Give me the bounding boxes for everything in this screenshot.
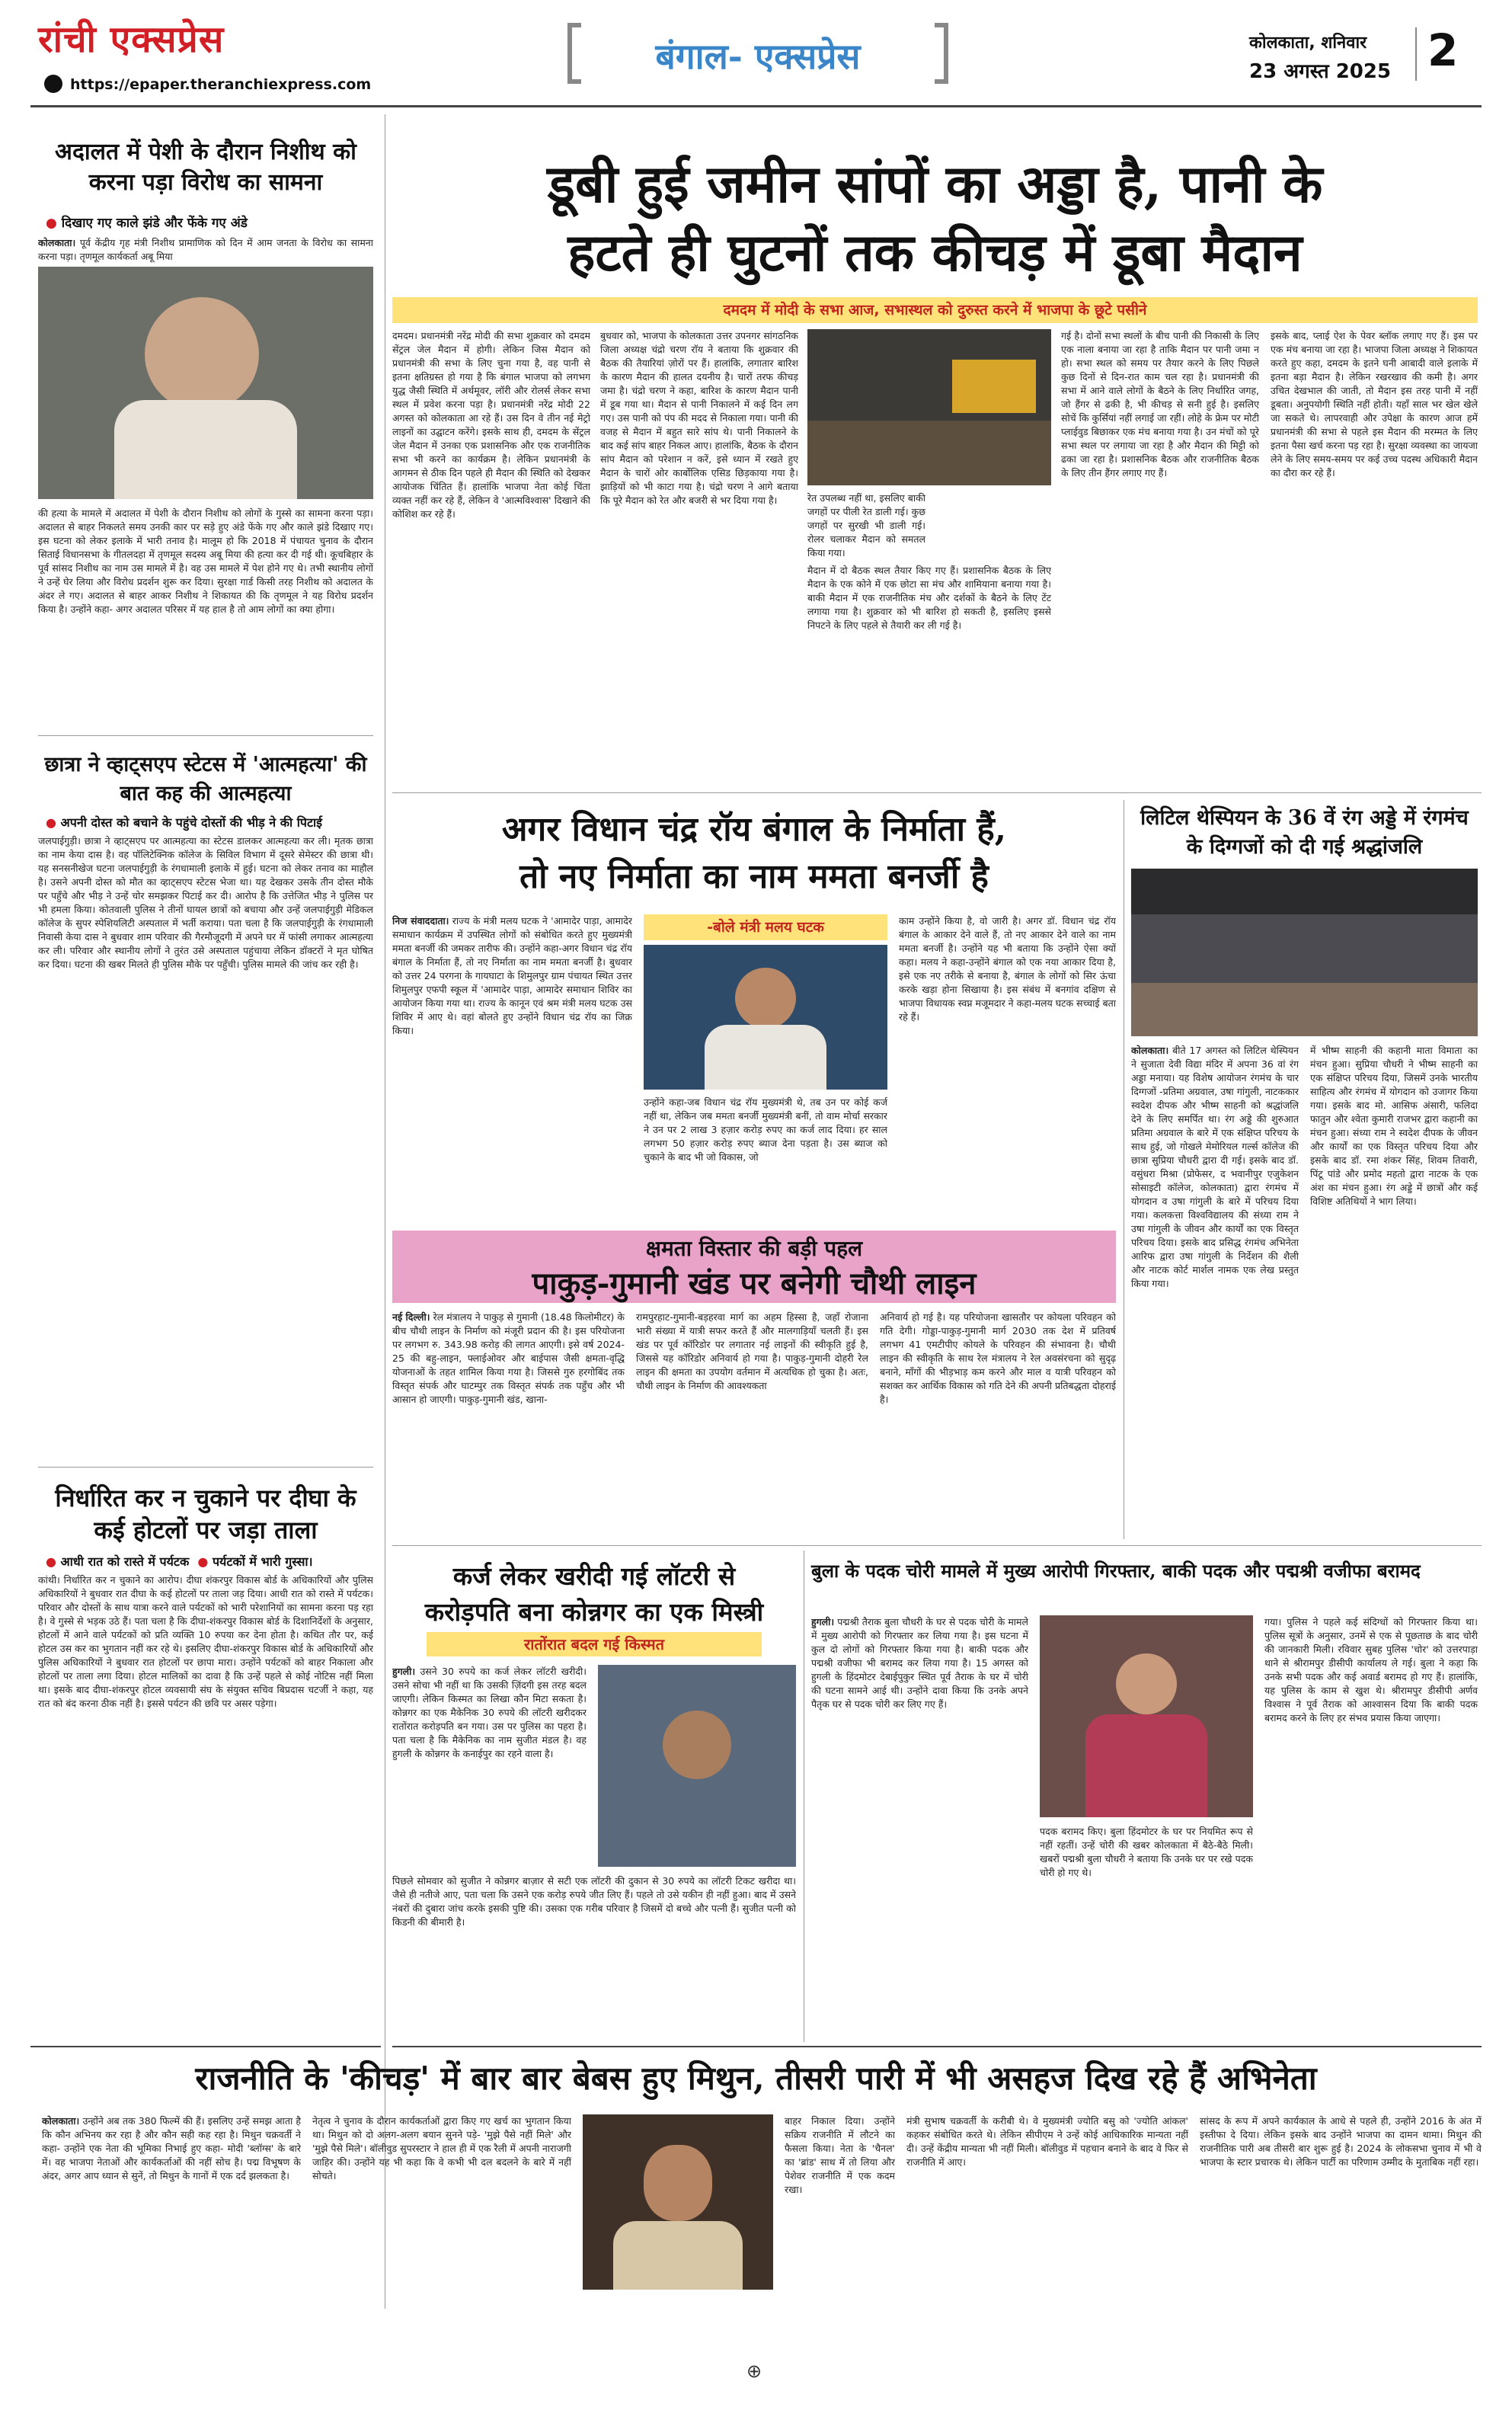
bula-chowdhury-photo [1040,1615,1253,1817]
page-number: 2 [1427,24,1459,76]
medal-col-1: हुगली। पद्मश्री तैराक बुला चौधरी के घर से पदक चोरी के मामले में मुख्य आरोपी को गिरफ्तार कर लिया गया है। इस घटना में कुल दो लोगों को गिरफ्तार किया गया है। बाकी पदक और पद्मश्री वजीफा भी बरामद कर लिया गया है। 15 अगस्त को हुगली के हिंदमोटर देबाईपुकुर स्थित पूर्व तैराक के घर में चोरी की घटना सामने आई थी। उन्होंने दावा किया कि उनके अपने पैतृक घर से पदक चोरी कर लिए गए हैं। [811,1616,1028,1710]
nisith-kicker: ● दिखाए गए काले झंडे और फेंके गए अंडे [46,216,248,231]
lead-col-4: गई है। दोनों सभा स्थलों के बीच पानी की निकासी के लिए एक नाला बनाया जा रहा है ताकि मैदान पर पानी जमा न हो। सभा स्थल को समय पर तैयार करने के लिए पिछले कुछ दिनों से दिन-रात काम चल रहा है। प्रधानमंत्री की सभा में आने वाले लोगों के बैठने के लिए निर्धारित जगह, जो हैंगर से ढकी है, भी कीचड़ से सनी हुई है। इसलिए सोचें कि कुर्सियां नहीं लगाई जा रहीं। लोहे के फ्रेम पर मोटी प्लाईवुड बिछाकर एक मंच बनाया गया है। उन मंचों को पूरे सभा स्थल पर लगाया जा रहा है और मैदान की मिट्टी को ढका जा रहा है। प्रशासनिक बैठक और राजनीतिक बैठक के लिए तीन हैंगर लगाए गए हैं। [1061,330,1259,479]
train-banner [392,1231,1116,1303]
lottery-headline-2: करोड़पति बना कोन्नगर का एक मिस्त्री [424,1597,764,1627]
epaper-url[interactable]: https://epaper.theranchiexpress.com [70,76,372,93]
nisith-lead: कोलकाता। पूर्व केंद्रीय गृह मंत्री निशीथ प्रामाणिक को दिन में आम जनता के विरोध का सामना करना पड़ा। तृणमूल कार्यकर्ता अबू मिया [38,237,373,262]
mithun-col-4: मंत्री सुभाष चक्रवर्ती के करीबी थे। वे मुख्यमंत्री ज्योति बसु को 'ज्योति आंकल' कहकर संबोधित करते थे। लेकिन सीपीएम ने उन्हें कोई आधिकारिक मान्यता नहीं दी। उन्हें केंद्रीय मान्यता भी नहीं मिली। बॉलीवुड में पहचान बनाने के बाद वे फिर से राजनीति में आए। [906,2115,1188,2168]
theatre-photo [1131,869,1478,1036]
train-kicker: क्षमता विस्तार की बड़ी पहल [645,1236,863,1261]
lead-headline-2: हटते ही घुटनों तक कीचड़ में डूबा मैदान [567,222,1303,283]
bidhan-tag: -बोले मंत्री मलय घटक [644,914,887,940]
place-day: कोलकाता, शनिवार [1249,34,1367,53]
bullet-icon: ● [193,1554,213,1569]
globe-icon [44,75,62,93]
student-headline: छात्रा ने व्हाट्सएप स्टेटस में 'आत्महत्या' की बात कह की आत्महत्या [44,753,367,805]
masthead [0,0,1512,107]
nisith-photo [38,267,373,499]
lead-photo [807,329,1051,485]
lead-col-3: मैदान में दो बैठक स्थल तैयार किए गए हैं। प्रशासनिक बैठक के लिए मैदान के एक कोने में एक छोटा सा मंच और शामियाना बनाया गया है। बाकी मैदान में एक राजनीतिक मंच और दर्शकों के बैठने के लिए टेंट लगाया गया है। शुक्रवार को भी बारिश हो सकती है, इसलिए इससे निपटने के लिए पहले से तैयारी कर ली गई है। [807,565,1051,631]
section-title: बंगाल- एक्सप्रेस [655,36,861,77]
lead-headline-1: डूबी हुई जमीन सांपों का अड्डा है, पानी के [547,154,1323,215]
lottery-subhead: रातोंरात बदल गई किस्मत [427,1632,762,1656]
lead-subhead: दमदम में मोदी के सभा आज, सभास्थल को दुरुस्त करने में भाजपा के छूटे पसीने [392,297,1478,323]
lead-col-1: दमदम। प्रधानमंत्री नरेंद्र मोदी की सभा शुक्रवार को दमदम सेंट्रल जेल मैदान में होगी। लेकिन जिस मैदान को प्रधानमंत्री की सभा के लिए चुना गया है, वह पानी से इतना क्षतिग्रस्त हो गया है कि बंगाल भाजपा को लगभग युद्ध जैसी स्थिति में अर्थमूवर, लॉरी और रोलर्स लेकर सभा स्थल में प्रवेश करना पड़ा है। प्रधानमंत्री नरेंद्र मोदी 22 अगस्त को कोलकाता आ रहे हैं। उस दिन वे तीन नई मेट्रो लाइनों का उद्घाटन करेंगे। इसके साथ ही, दमदम के सेंट्रल जेल मैदान में उनका एक प्रशासनिक और एक राजनीतिक सभा भी करने का कार्यक्रम है। लेकिन प्रधानमंत्री के आगमन से ठीक दिन पहले ही मैदान की स्थिति को देखकर आयोजक चिंतित हैं। हालांकि भाजपा नेता कोई चिंता व्यक्त नहीं कर रहे हैं, लेकिन वे 'आत्मविश्वास' दिखाने की कोशिश कर रहे हैं। [392,330,590,520]
lottery-headline-1: कर्ज लेकर खरीदी गई लॉटरी से [452,1561,736,1591]
bullet-icon: ● [46,216,62,231]
bidhan-col-1: निज संवाददाता। राज्य के मंत्री मलय घटक ने 'आमादेर पाड़ा, आमादेर समाधान कार्यक्रम में उपस्थित लोगों को संबोधित करते हुए मुख्यमंत्री ममता बनर्जी की जमकर तारीफ की। उन्होंने कहा-अगर विधान चंद्र रॉय बंगाल के निर्माता हैं, तो नए निर्माता का नाम ममता बनर्जी है। बुधवार को उत्तर 24 परगना के गायघाटा के शिमुलपुर ग्राम पंचायत स्थित उत्तर शिमुलपुर एफपी स्कूल में 'आमादेर पाड़ा, आमादेर समाधान शिविर का आयोजन किया गया था। राज्य के कानून एवं श्रम मंत्री मलय घटक उस शिविर में आए थे। वहां बोलते हुए उन्होंने विधान चंद्र रॉय का जिक्र किया। [392,915,632,1036]
newspaper-logo: रांची एक्सप्रेस [38,18,225,61]
issue-date: 23 अगस्त 2025 [1249,60,1392,83]
digha-body: कांथी। निर्धारित कर न चुकाने का आरोप। दीघा शंकरपुर विकास बोर्ड के अधिकारियों और पुलिस अधिकारियों ने बुधवार रात दीघा के कई होटलों पर ताला जड़ दिया। आधी रात को रास्ते में पर्यटक। परिवार और दोस्तों के साथ यात्रा करने वाले पर्यटकों को भारी परेशानियों का सामना करना पड़ रहा है। वे गुस्से से भड़क उठे हैं। पता चला है कि दीघा-शंकरपुर विकास बोर्ड के दिशानिर्देशों के अनुसार, होटलों में आने वाले पर्यटकों को प्रति व्यक्ति 10 रुपया कर देना होता है। कथित तौर पर, कई होटल उस कर का भुगतान नहीं कर रहे थे। इसलिए दीघा-शंकरपुर विकास बोर्ड के अधिकारियों और पुलिस अधिकारियों ने बुधवार रात होटलों पर छापा मारा। उन्होंने पर्यटकों को बाहर निकाला और होटलों पर ताला लगा दिया। होटल मालिकों का दावा है कि उन्हें पहले से कोई नोटिस नहीं मिला था। इसके बाद दीघा-शंकरपुर होटल व्यवसायी संघ के संयुक्त सचिव बिप्रदास चटर्जी ने कहा, यह रात को बंद करना ठीक नहीं है। इससे पर्यटन की छवि पर असर पड़ेगा। [38,1574,373,1709]
medal-col-3: गया। पुलिस ने पहले कई संदिग्धों को गिरफ्तार किया था। पुलिस सूत्रों के अनुसार, उनमें से एक से पूछताछ के बाद चोरी की जानकारी मिली। रविवार सुबह पुलिस 'चोर' को उत्तरपाड़ा थाने से श्रीरामपुर डीसीपी कार्यालय ले गई। बुला ने कहा कि उनके सभी पदक और कई अवार्ड बरामद हो गए हैं। हालांकि, यह पुलिस के काम से खुश थे। श्रीरामपुर डीसीपी अर्णव विश्वास ने पूर्व तैराक को आश्वासन दिया कि बाकी पदक बरामद करने के लिए हर संभव प्रयास किया जाएगा। [1264,1616,1478,1724]
bidhan-headline-1: अगर विधान चंद्र रॉय बंगाल के निर्माता हैं, [501,810,1007,849]
mithun-col-2: नेतृत्व ने चुनाव के दौरान कार्यकर्ताओं द्वारा किए गए खर्च का भुगतान किया था। मिथुन को दो अलग-अलग बयान सुनने पड़े- 'मुझे पैसे नहीं मिले' और 'मुझे पैसे मिले'। बॉलीवुड सुपरस्टार ने हाल ही में एक रैली में अपनी नाराजगी जाहिर की। उन्होंने यह भी कहा कि वे कभी भी दल बदलने के बारे में नहीं सोचते। [312,2115,571,2181]
mithun-photo [583,2114,773,2290]
bullet-icon: ● [46,815,61,830]
medal-col-2: पदक बरामद किए। बुला हिंदमोटर के घर पर नियमित रूप से नहीं रहतीं। उन्हें चोरी की खबर कोलकाता में बैठे-बैठे मिली। खबरों पद्मश्री बुला चौधरी ने बताया कि उनके घर पर रखे पदक चोरी हो गए थे। [1040,1826,1253,1878]
lead-col-2: बुधवार को, भाजपा के कोलकाता उत्तर उपनगर सांगठनिक जिला अध्यक्ष चंद्रो चरण राॅय ने बताया कि शुक्रवार की बैठक की तैयारियां ज़ोरों पर हैं। हालांकि, लगातार बारिश के कारण मैदान की हालत दयनीय है। चारों तरफ कीचड़ जमा है। चंद्रो चरण ने कहा, बारिश के कारण मैदान पानी में डूब गया था। मैदान से पानी निकालने में कई दिन लग गए। उस पानी को पंप की मदद से निकाला गया। पानी की वजह से मैदान में बहुत सारे सांप थे। पानी निकालने के बाद कई सांप बाहर निकल आए। हालांकि, बैठक के दौरान सांप मैदान को परेशान न करें, इसे ध्यान में रखते हुए मैदान के चारों ओर कार्बोलिक एसिड छिड़काया गया है। झाड़ियों को भी काटा गया है। चंद्रो चरण ने आगे बताया कि पूरे मैदान को रेत और बजरी से भर दिया गया है। [600,330,798,506]
theatre-headline: लिटिल थेस्पियन के 36 वें रंग अड्डे में रंगमंच के दिग्गजों को दी गई श्रद्धांजलि [1140,806,1469,859]
train-col-2: रामपुरहाट-गुमानी-बड़हरवा मार्ग का अहम हिस्सा है, जहाँ रोजाना भारी संख्या में यात्री सफर करते हैं और मालगाड़ियाँ चलती हैं। इस खंड पर पूर्व कॉरिडोर पर लगातार नई लाइनों की स्वीकृति हुई है, जिससे यह कॉरिडोर अनिवार्य हो गया है। पाकुड़-गुमानी दोहरी रेल लाइन की क्षमता का उपयोग वर्तमान में अत्यधिक हो चुका है। अतः, चौथी लाइन के निर्माण की आवश्यकता [636,1311,868,1391]
registration-mark-icon: ⊕ [746,2361,762,2382]
bidhan-col-2: उन्होंने कहा-जब विधान चंद्र रॉय मुख्यमंत्री थे, तब उन पर कोई कर्ज नहीं था, लेकिन जब ममता बनर्जी मुख्यमंत्री बनीं, तो वाम मोर्चा सरकार ने उन पर 2 लाख 3 हज़ार करोड़ रुपए का कर्ज लाद दिया। हर साल लगभग 50 हज़ार करोड़ रुपए ब्याज देना पड़ता है। उस ब्याज को चुकाने के बाद भी जो विकास, जो [644,1096,887,1163]
mithun-headline: राजनीति के 'कीचड़' में बार बार बेबस हुए मिथुन, तीसरी पारी में भी असहज दिख रहे हैं अभिनेता [195,2060,1317,2097]
theatre-col-1: कोलकाता। बीते 17 अगस्त को लिटिल थेस्पियन ने सुजाता देवी विद्या मंदिर में अपना 36 वां रंग अड्डा मनाया। यह विशेष आयोजन रंगमंच के चार दिग्गजों -प्रतिमा अग्रवाल, उषा गांगुली, नाटककार स्वदेश दीपक और भीष्म साहनी को श्रद्धांजलि देने के लिए समर्पित था। रंग अड्डे की शुरुआत प्रतिमा अग्रवाल के बारे में एक संक्षिप्त परिचय के साथ हुई, जो गोखले मेमोरियल गर्ल्स कॉलेज की छात्रा सुप्रिया चौधरी द्वारा दी गई। इसके बाद डॉ. वसुंधरा मिश्रा (प्रोफेसर, द भवानीपुर एजुकेशन सोसाइटी कॉलेज, कोलकाता) द्वारा रंगमंच में योगदान व उषा गांगुली के बारे में परिचय दिया गया। कलकत्ता विश्वविद्यालय की संध्या राम ने उषा गांगुली के जीवन और कार्यों का एक विस्तृत परिचय दिया। इसके बाद प्रसिद्ध रंगमंच अभिनेता आरिफ द्वारा उषा गांगुली के निर्देशन की शैली और नाटक कोर्ट मार्शल नामक एक लेख प्रस्तुत किया गया। [1131,1045,1299,1289]
mithun-col-3: बाहर निकाल दिया। उन्होंने सक्रिय राजनीति में लौटने का फैसला किया। नेता के 'चैनल' का 'ब्रांड' साथ में तो लिया और पेशेवर राजनीति में एक कदम रखा। [785,2115,895,2195]
mithun-col-5: सांसद के रूप में अपने कार्यकाल के आधे से पहले ही, उन्होंने 2016 के अंत में इस्तीफा दे दिया। लेकिन इसके बाद उन्होंने भाजपा का दामन थामा। मिथुन की राजनीतिक पारी अब तीसरी बार शुरू हुई है। 2024 के लोकसभा चुनाव में भी वे भाजपा के स्टार प्रचारक थे। लेकिन पार्टी का परिणाम उम्मीद के मुताबिक नहीं रहा। [1200,2115,1482,2168]
train-col-3: अनिवार्य हो गई है। यह परियोजना खासतौर पर कोयला परिवहन को गति देगी। गोड्डा-पाकुड़-गुमानी मार्ग 2030 तक देश में प्रतिवर्ष लगभग 41 एमटीपीए कोयले के परिवहन की संभावना है। चौथी लाइन की स्वीकृति के साथ रेल मंत्रालय ने रेल अवसंरचना को सुदृढ़ बनाने, माँगों की भीड़भाड़ कम करने और माल व यात्री परिवहन को सशक्त कर आर्थिक विकास को गति देने की अपनी प्रतिबद्धता दोहराई है। [880,1311,1116,1405]
medal-headline: बुला के पदक चोरी मामले में मुख्य आरोपी गिरफ्तार, बाकी पदक और पद्मश्री वजीफा बरामद [811,1560,1421,1582]
train-headline: पाकुड़-गुमानी खंड पर बनेगी चौथी लाइन [532,1266,977,1301]
digha-kickers: ● आधी रात को रास्ते में पर्यटक ● पर्यटकों में भारी गुस्सा। [46,1554,313,1569]
train-col-1: नई दिल्ली। रेल मंत्रालय ने पाकुड़ से गुमानी (18.48 किलोमीटर) के बीच चौथी लाइन के निर्माण को मंजूरी प्रदान की है। इस परियोजना पर लगभग रु. 343.98 करोड़ की लागत आएगी। इसे वर्ष 2024-25 की बहु-लाइन, फ्लाईओवर और बाईपास जैसी क्षमता-वृद्धि योजनाओं के तहत शामिल किया गया है। जिससे गुरु हरगोबिंद तक विस्तृत संपर्क और घाटम्पुर तक विस्तृत संपर्क तक पहुँच और भी आसान हो जाएगी। पाकुड़-गुमानी खंड, खाना- [392,1311,625,1405]
bullet-icon: ● [46,1554,61,1569]
student-body: जलपाईगुड़ी। छात्रा ने व्हाट्सएप पर आत्महत्या का स्टेटस डालकर आत्महत्या कर ली। मृतक छात्रा का नाम केया दास है। वह पॉलिटेक्निक कॉलेज के सिविल विभाग में दूसरे सेमेस्टर की छात्रा थी। यह सनसनीखेज घटना जलपाईगुड़ी के रंगधामाली इलाके में हुई। घटना को लेकर तनाव का माहौल है। उसने अपनी दोस्त को मौत का व्हाट्सएप स्टेटस भेजा था। यह देखकर उसके तीन दोस्त मौके पर पहुँचे और भीड़ ने उन्हें चोर समझकर पिटाई कर दी। आरोप है कि उत्तेजित भीड़ ने पुलिस पर भी हमला किया। कोतवाली पुलिस ने तीनों घायल छात्रों को बचाया और उन्हें जलपाईगुड़ी मेडिकल कॉलेज के सुपर स्पेशियलिटी अस्पताल में भर्ती कराया। पता चला है कि जलपाईगुड़ी के रंगधामाली निवासी केया दास ने बुधवार शाम परिवार की गैरमौजूदगी में अपने घर में फांसी लगाकर आत्महत्या कर ली। परिवार और स्थानीय लोगों ने तुरंत उसे अस्पताल पहुंचाया लेकिन डॉक्टरों ने मृत घोषित कर दिया। घटना की खबर मिलते ही पुलिस मौके पर पहुँची। पुलिस मामले की जांच कर रही है। [38,835,373,970]
lead-col-5: इसके बाद, प्लाई ऐश के पेवर ब्लॉक लगाए गए हैं। इस पर एक मंच बनाया जा रहा है। भाजपा जिला अध्यक्ष ने शिकायत करते हुए कहा, दमदम के इतने घनी आबादी वाले इलाके में इतना बड़ा मैदान है। लेकिन रखरखाव की कमी है। अगर उचित देखभाल की जाती, तो मैदान इस तरह पानी में नहीं डूबता। अनुपयोगी स्थिति नहीं होती। यहाँ साल भर खेल खेले जा सकते थे। लापरवाही और उपेक्षा के कारण आज हमें प्रधानमंत्री की सभा से पहले इस मैदान की मरम्मत के लिए इतना पैसा खर्च करना पड़ रहा है। सुरक्षा व्यवस्था का जायजा लेने के लिए समय-समय पर कई उच्च पदस्थ अधिकारी मैदान का दौरा कर रहे हैं। [1271,330,1478,479]
nisith-body: की हत्या के मामले में अदालत में पेशी के दौरान निशीथ को लोगों के गुस्से का सामना करना पड़ा। अदालत से बाहर निकलते समय उनकी कार पर सड़े हुए अंडे फेंके गए और काले झंडे दिखाए गए। इस घटना को लेकर इलाके में भारी तनाव है। मालूम हो कि 2018 में पंचायत चुनाव के दौरान सिताई विधानसभा के गीतलदहा में तृणमूल सदस्य अबू मिया की हत्या कर दी गई थी। कूचबिहार के पूर्व सांसद निशीथ का नाम उस मामले में है। वह उस मामले में पेश होने गए थे। तभी स्थानीय लोगों ने उन्हें घेर लिया और विरोध प्रदर्शन शुरू कर दिया। सुरक्षा गार्ड किसी तरह निशीथ को अदालत के अंदर ले गए। अदालत से बाहर आकर निशीथ ने शिकायत की कि तृणमूल ने यह विरोध प्रदर्शन किया है। उन्होंने कहा- अगर अदालत परिसर में यह हाल है तो आम लोगों का क्या होगा। [38,507,373,615]
lead-col-3-top: रेत उपलब्ध नहीं था, इसलिए बाकी जगहों पर पीली रेत डाली गई। कुछ जगहों पर सुरखी भी डाली गई। रोलर चलाकर मैदान को समतल किया गया। [807,492,925,559]
theatre-col-2: में भीष्म साहनी की कहानी माता विमाता का मंचन हुआ। सुप्रिया चौधरी ने भीष्म साहनी का एक संक्षिप्त परिचय दिया, जिसमें उनके भारतीय साहित्य और रंगमंच में योगदान को उजागर किया गया। इसके बाद मो. आसिफ अंसारी, फलिदा फातुन और श्वेता कुमारी राजभर द्वारा कहानी का मंचन हुआ। संध्या राम ने स्वदेश दीपक के जीवन और कार्यों का एक विस्तृत परिचय दिया और इसके बाद डॉ. रमा शंकर सिंह, शिवम तिवारी, पिंटू पांडे और प्रमोद महतो द्वारा नाटक के एक अंश का मंचन हुआ। रंग अड्डे में छात्रों और कई विशिष्ट अतिथियों ने भाग लिया। [1310,1045,1478,1207]
nisith-headline: अदालत में पेशी के दौरान निशीथ को करना पड़ा विरोध का सामना [55,139,356,196]
digha-headline: निर्धारित कर न चुकाने पर दीघा के कई होटलों पर जड़ा ताला [55,1484,356,1544]
masthead-rule [30,105,1482,107]
bidhan-col-3: काम उन्होंने किया है, वो जारी है। अगर डॉ. विधान चंद्र रॉय बंगाल के आकार देने वाले हैं, तो नए आकार देने वाले का नाम ममता बनर्जी है। उन्होंने यह भी बताया कि उन्होंने ऐसा क्यों कहा। मलय ने कहा-उन्होंने बंगाल को एक नया आकार दिया है, इसे एक नए तरीके से बनाया है, बंगाल के लोगों को सिर ऊंचा करके खड़ा होना सिखाया है। इस संबंध में बनगांव दक्षिण से भाजपा विधायक स्वप्न मजूमदार ने कहा-मलय घटक सच्चाई बता रहे हैं। [899,915,1116,1023]
section-banner [567,23,948,84]
lottery-photo [598,1665,796,1867]
lottery-col-1: हुगली। उसने 30 रुपये का कर्ज लेकर लॉटरी खरीदी। उसने सोचा भी नहीं था कि उसकी ज़िंदगी इस तरह बदल जाएगी। लेकिन किस्मत का लिखा कौन मिटा सकता है। कोन्नगर का एक मैकेनिक 30 रुपये की लॉटरी खरीदकर रातोंरात करोड़पति बन गया। उस पर पुलिस का पहरा है। पता चला है कि मैकेनिक का नाम सुजीत मंडल है। वह हुगली के कोन्नगर के कनाईपुर का रहने वाला है। [392,1666,587,1759]
mithun-col-1: कोलकाता। उन्होंने अब तक 380 फिल्में की हैं। इसलिए उन्हें समझ आता है कि कौन अभिनय कर रहा है और कौन सही कह रहा है। मिथुन चक्रवर्ती ने कहा- उन्होंने एक नेता की भूमिका निभाई हुए कहा- मोदी 'ब्लॉग्स' के बारे में। वह भाजपा नेताओं और कार्यकर्ताओं की नहीं सोच है। पद्म विभूषण के अंदर, अगर आप ध्यान से सुनें, तो मिथुन के गानों में एक दर्द झलकता है। [42,2115,301,2181]
malay-ghatak-photo [644,945,887,1090]
left-column [30,114,381,2309]
lottery-col-2: पिछले सोमवार को सुजीत ने कोन्नगर बाज़ार से सटी एक लॉटरी की दुकान से 30 रुपये का लॉटरी टिकट खरीदा था। जैसे ही नतीजे आए, पता चला कि उसने एक करोड़ रुपये जीत लिए हैं। पहले तो उसे यकीन ही नहीं हुआ। बाद में उसने नंबरों की दुबारा जांच करके इसकी पुष्टि की। उसका एक गरीब परिवार है जिसमें दो बच्चे और पत्नी हैं। सुजीत पत्नी को किडनी की बीमारी है। [392,1875,796,1928]
student-kicker: ● अपनी दोस्त को बचाने के पहुंचे दोस्तों की भीड़ ने की पिटाई [46,815,323,830]
bidhan-headline-2: तो नए निर्माता का नाम ममता बनर्जी है [519,857,989,896]
